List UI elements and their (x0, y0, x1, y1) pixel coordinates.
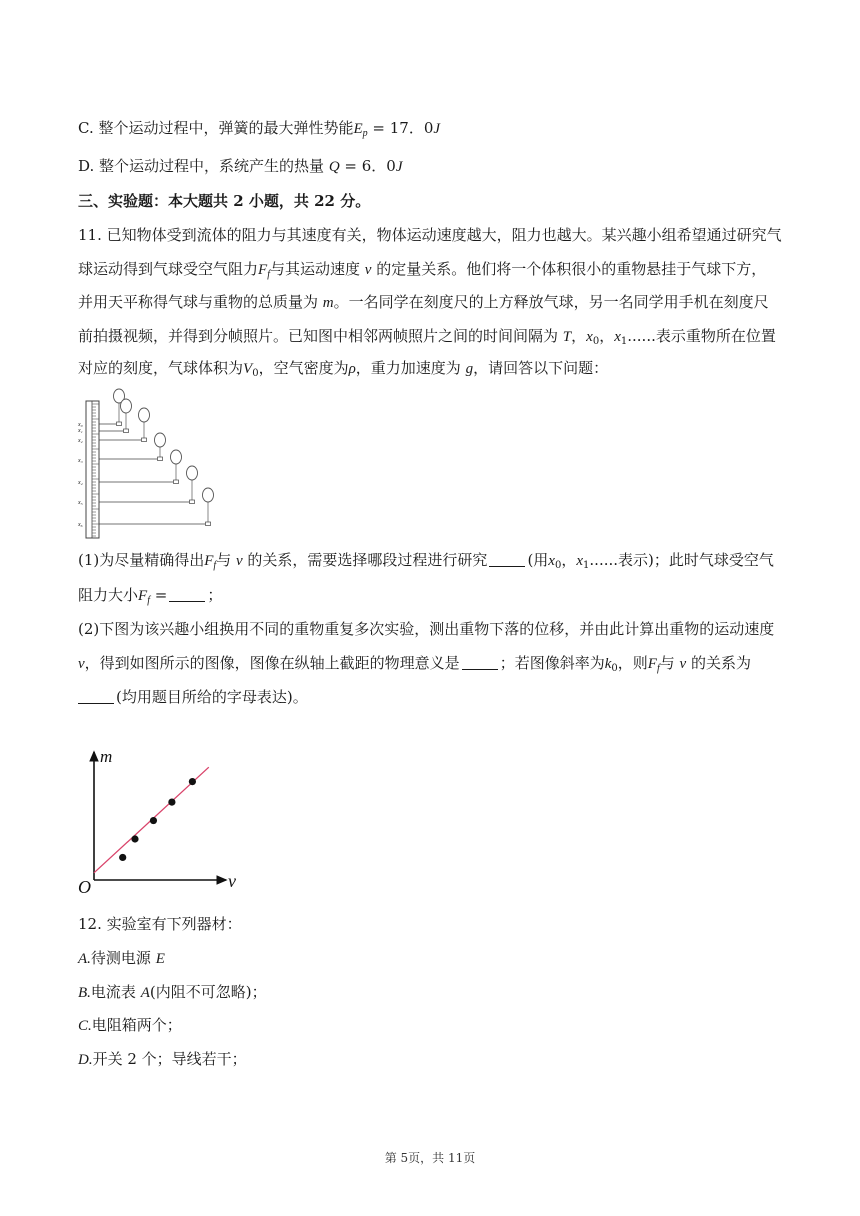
data-point (189, 778, 196, 785)
sym-v: v (78, 656, 85, 672)
weight (174, 480, 179, 484)
ruler-tick-label: x₄ (78, 480, 83, 486)
origin-label: O (78, 877, 91, 894)
q11-text: (用 (527, 551, 549, 569)
q11-text: ，则 (617, 654, 648, 672)
q11-text: 与 (659, 654, 680, 672)
sym-F: F (258, 262, 268, 278)
sym-T: T (562, 329, 572, 345)
q11-text: 的关系，需要选择哪段过程进行研究 (242, 551, 488, 569)
option-c-text: C. 整个运动过程中，弹簧的最大弹性势能 (78, 119, 354, 137)
q11-text: 。一名同学在刻度尺的上方释放气球，另一名同学用手机在刻度尺 (333, 293, 769, 311)
q11-text: 阻力大小 (78, 586, 139, 604)
q12-title: 12. 实验室有下列器材： (78, 915, 242, 933)
q11-line-5 (78, 358, 608, 384)
balloon (203, 488, 214, 502)
balloon (187, 466, 198, 480)
item-text: 电流表 (90, 983, 141, 1001)
ruler-tick-label: x₅ (78, 500, 83, 506)
q11-line-4 (78, 326, 776, 352)
q11-text: ，重力加速度为 (355, 359, 466, 377)
q12-item-c (78, 1015, 182, 1036)
q11-text: = (149, 586, 168, 604)
item-letter: D. (78, 1052, 93, 1068)
q11-text: ， (561, 551, 577, 569)
sym-v: v (364, 262, 372, 278)
q11-text: (1)为尽量精确得出 (78, 551, 205, 569)
sym-f: f (147, 595, 150, 606)
weight (190, 500, 195, 504)
balloon-frame (99, 466, 198, 504)
option-d-value: = 6．0 (339, 157, 396, 175)
weight (117, 422, 122, 426)
data-point (150, 817, 157, 824)
answer-blank-3 (462, 655, 498, 670)
q11-text: 并用天平称得气球与重物的总质量为 (78, 293, 323, 311)
q11-text: 与 (216, 551, 236, 569)
q11-text: 与其运动速度 (269, 260, 365, 278)
weight (124, 429, 129, 433)
option-d (78, 156, 403, 177)
balloon-frame (99, 488, 214, 526)
ruler (86, 401, 99, 538)
energy-subscript: p (362, 128, 368, 139)
option-c (78, 118, 440, 144)
q12-item-a (78, 948, 165, 969)
q11-text: 的关系为 (686, 654, 751, 672)
sym-m: m (322, 295, 334, 311)
q11-text: 对应的刻度，气球体积为 (78, 359, 244, 377)
sub-0: 0 (592, 336, 600, 347)
item-letter: B. (78, 985, 91, 1001)
balloon (171, 450, 182, 464)
item-letter: C. (78, 1018, 92, 1034)
balloon (155, 433, 166, 447)
balloon (121, 399, 132, 413)
option-d-unit: J (395, 159, 403, 175)
q11-text: (均用题目所给的字母表达)。 (116, 688, 308, 706)
item-text: 待测电源 (90, 949, 156, 967)
q11-part2-line-1: (2)下图为该兴趣小组换用不同的重物重复多次实验，测出重物下落的位移，并由此计算出重物的运动速度 (78, 620, 775, 638)
sym-g: g (465, 361, 474, 377)
sym-F: F (204, 553, 214, 569)
energy-symbol: E (353, 121, 363, 137)
balloon-frame (99, 433, 166, 461)
item-text: 电阻箱两个； (91, 1016, 182, 1034)
heat-symbol: Q (328, 159, 340, 175)
sym-f: f (656, 663, 660, 674)
q11-part2-line-3 (78, 687, 308, 707)
sym-E: E (155, 951, 165, 967)
sym-k: k (604, 656, 612, 672)
sym-v: v (679, 656, 687, 672)
data-point (168, 799, 175, 806)
option-d-text: D. 整个运动过程中，系统产生的热量 (78, 157, 329, 175)
weight (206, 522, 211, 526)
sym-x: x (614, 329, 621, 345)
sub-1: 1 (620, 336, 628, 347)
ruler-tick-label: x₆ (78, 522, 83, 528)
q11-text: ；若图像斜率为 (499, 654, 605, 672)
q11-text: ； (207, 586, 223, 604)
balloon (139, 408, 150, 422)
weight (142, 438, 147, 442)
sym-F: F (138, 588, 148, 604)
ruler-ticks (92, 404, 99, 536)
m-v-graph (74, 744, 254, 894)
q11-text: ， (599, 327, 615, 345)
q11-text: 前拍摄视频，并得到分帧照片。已知图中相邻两帧照片之间的时间间隔为 (78, 327, 563, 345)
sym-F: F (647, 656, 657, 672)
q11-line-2 (78, 259, 766, 285)
answer-blank-2 (169, 587, 205, 602)
data-point (131, 835, 138, 842)
q11-part1-line-2 (78, 585, 222, 611)
q11-text: ......表示)；此时气球受空气 (589, 551, 774, 569)
ruler-tick-label: x₂ (78, 438, 83, 444)
q12-item-d (78, 1049, 247, 1070)
sym-A: A (140, 985, 150, 1001)
weight (158, 457, 163, 461)
sub-0: 0 (554, 560, 562, 571)
q11-text: ，得到如图所示的图像，图像在纵轴上截距的物理意义是 (84, 654, 460, 672)
q11-text: ......表示重物所在位置 (627, 327, 776, 345)
sym-f: f (213, 560, 217, 571)
q11-text: ，空气密度为 (258, 359, 349, 377)
balloon-frame (99, 450, 182, 484)
x-axis-label: v (228, 871, 236, 891)
sym-f: f (267, 269, 270, 280)
sym-rho: ρ (348, 361, 356, 377)
sym-x: x (548, 553, 555, 569)
ruler-tick-labels (77, 422, 83, 528)
sub-1: 1 (583, 560, 590, 571)
item-letter: A. (78, 951, 91, 967)
q12-item-b (78, 982, 267, 1003)
item-text: 开关 2 个；导线若干； (92, 1050, 247, 1068)
answer-blank-1 (489, 552, 525, 567)
section-heading: 三、实验题：本大题共 2 小题，共 22 分。 (78, 192, 371, 210)
sub-0: 0 (252, 368, 259, 379)
option-c-unit: J (433, 121, 441, 137)
q11-text: ， (571, 327, 587, 345)
sym-x: x (586, 329, 593, 345)
ruler-tick-label: x₁ (78, 428, 83, 434)
option-c-value: = 17．0 (367, 119, 434, 137)
sym-V: V (243, 361, 253, 377)
q11-part2-line-2 (78, 653, 751, 679)
sub-0: 0 (611, 663, 618, 674)
balloon-ruler-figure (76, 384, 222, 540)
balloon-frames (99, 389, 214, 526)
q11-line-3 (78, 292, 769, 313)
page-footer: 第 5页，共 11页 (384, 1151, 476, 1165)
item-text: (内阻不可忽略)； (149, 983, 267, 1001)
data-point (119, 854, 126, 861)
q11-text: 球运动得到气球受空气阻力 (78, 260, 259, 278)
y-axis-label: m (100, 747, 113, 766)
q11-text: 的定量关系。他们将一个体积很小的重物悬挂于气球下方， (371, 260, 767, 278)
ruler-tick-label: x₀ (78, 422, 83, 428)
q11-line-1: 11. 已知物体受到流体的阻力与其速度有关，物体运动速度越大，阻力也越大。某兴趣小组希望通过研究气 (78, 226, 782, 244)
sym-v: v (235, 553, 243, 569)
q11-text: ，请回答以下问题： (473, 359, 609, 377)
ruler-tick-label: x₃ (78, 458, 83, 464)
q11-part1-line-1 (78, 550, 774, 576)
answer-blank-4 (78, 689, 114, 704)
sym-x: x (576, 553, 584, 569)
balloon-frame (99, 399, 132, 433)
